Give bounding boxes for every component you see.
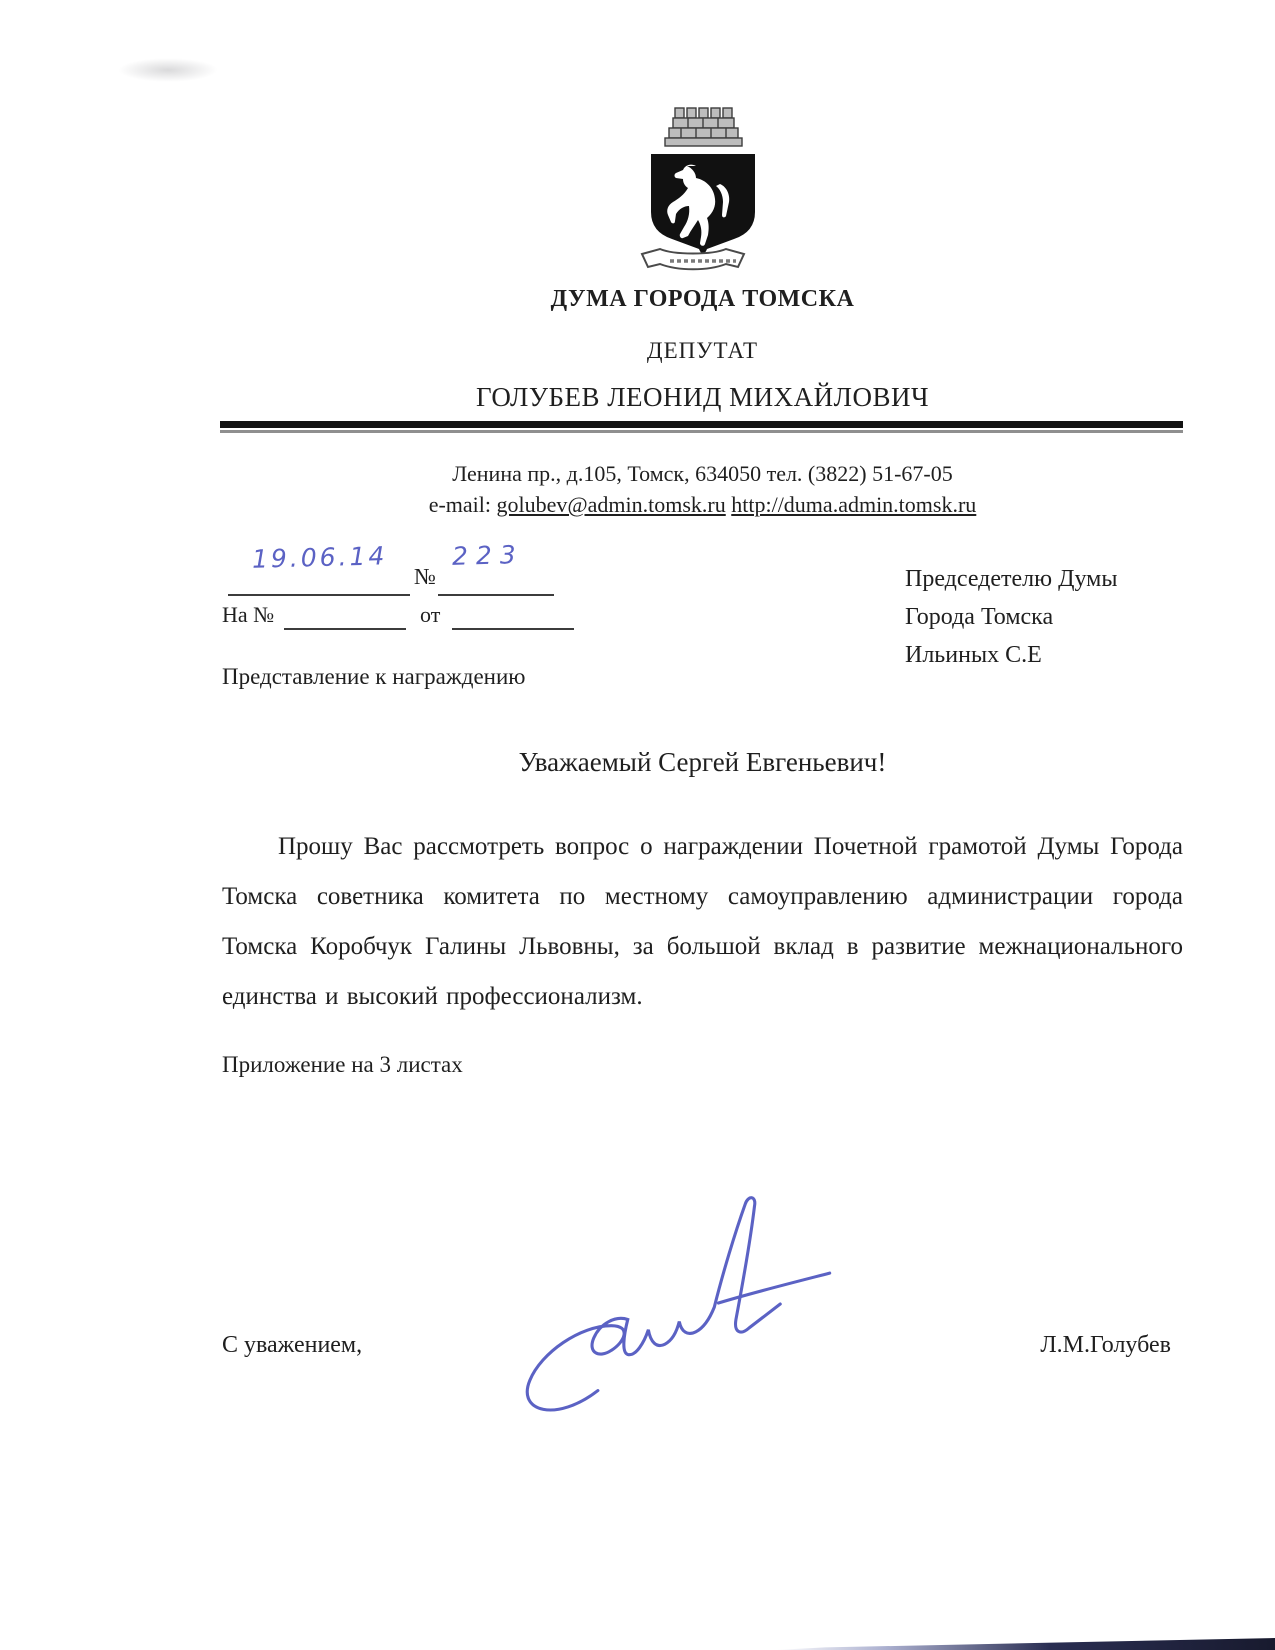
scan-edge-artifact: [775, 1637, 1275, 1650]
recipient-org: Города Томска: [905, 604, 1054, 630]
salutation: Уважаемый Сергей Евгеньевич!: [518, 747, 887, 777]
date-blank-line: [228, 594, 410, 596]
reply-from-label: от: [420, 602, 441, 627]
email-link[interactable]: golubev@admin.tomsk.ru: [496, 492, 726, 517]
reply-date-blank-line: [452, 628, 574, 630]
contact-line: [222, 492, 1183, 518]
attachment-note: Приложение на 3 листах: [222, 1052, 463, 1077]
ribbon-icon: [642, 249, 744, 269]
email-label: e-mail:: [428, 492, 491, 517]
scan-smudge-artifact: [118, 58, 218, 82]
recipient-title: Председетелю Думы: [905, 566, 1118, 592]
tomsk-coat-of-arms-icon: [622, 106, 782, 282]
letter-subject: Представление к награждению: [222, 664, 526, 689]
handwritten-signature-icon: [500, 1178, 840, 1428]
recipient-name: Ильиных С.Е: [905, 642, 1042, 668]
outgoing-number-handwritten: 223: [451, 540, 525, 571]
outgoing-date-handwritten: 19.06.14: [251, 541, 388, 574]
signer-name: Л.М.Голубев: [1040, 1332, 1171, 1358]
address-line: Ленина пр., д.105, Томск, 634050 тел. (3822) 51-67-05: [452, 461, 953, 486]
deputy-position: ДЕПУТАТ: [646, 338, 759, 363]
reply-number-blank-line: [284, 628, 406, 630]
body-paragraph: Прошу Вас рассмотреть вопрос о награждении Почетной грамотой Думы Города Томска советника комитета по местному самоуправлению администрации города Томска Коробчук Галины Львовны, за большой вклад в развитие межнационального единства и высокий профессионализм.: [222, 833, 1183, 1010]
number-blank-line: [438, 594, 554, 596]
reply-number-label: На №: [222, 602, 275, 627]
number-sign-label: №: [414, 564, 436, 589]
closing-phrase: С уважением,: [222, 1332, 363, 1358]
recipient-block: [905, 560, 1117, 674]
divider-thin-line: [220, 430, 1183, 433]
website-link[interactable]: http://duma.admin.tomsk.ru: [731, 492, 977, 517]
org-name: ДУМА ГОРОДА ТОМСКА: [550, 286, 855, 312]
mural-crown-icon: [665, 108, 742, 146]
divider-thick-line: [220, 421, 1183, 428]
letterhead-divider: [220, 421, 1183, 433]
deputy-name: ГОЛУБЕВ ЛЕОНИД МИХАЙЛОВИЧ: [475, 382, 930, 412]
